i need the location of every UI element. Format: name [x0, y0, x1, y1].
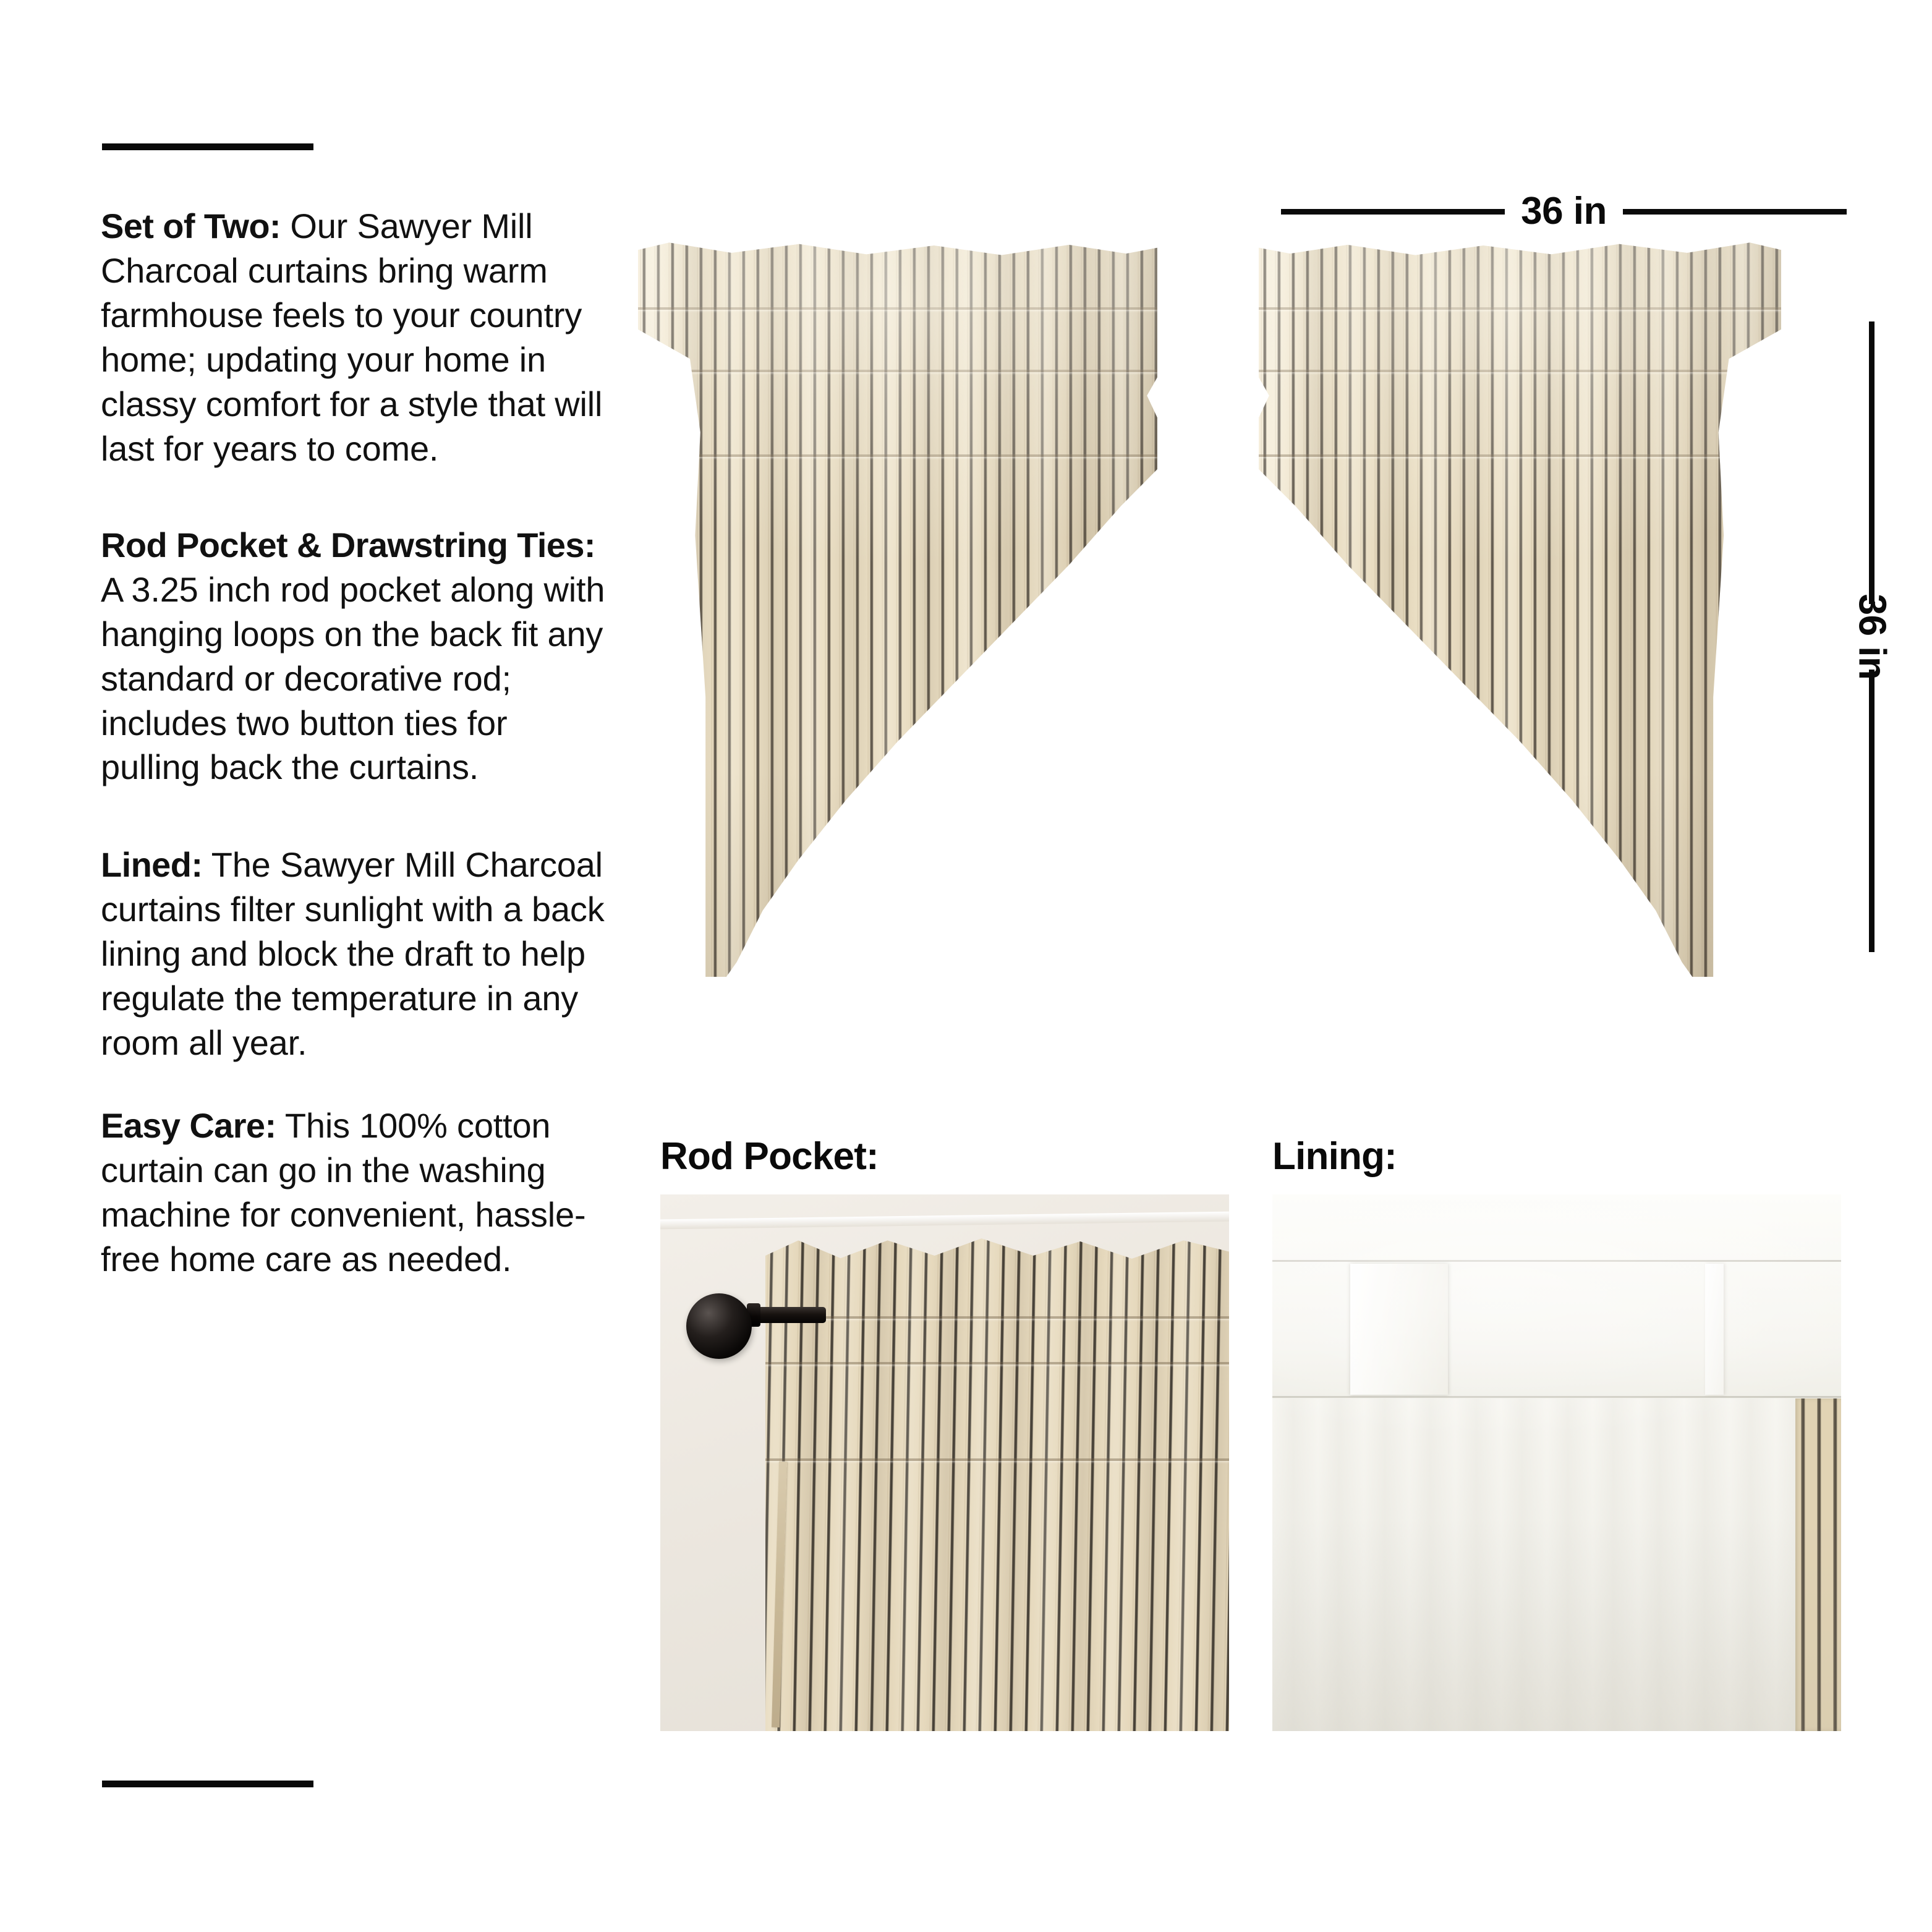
curtain-panel-right — [1259, 241, 1781, 977]
feature-rod-pocket-heading: Rod Pocket & Drawstring Ties: — [101, 525, 595, 564]
ticking-stripe-edge — [1795, 1398, 1841, 1731]
detail-lining — [1272, 1135, 1841, 1731]
hanging-loop-icon — [1705, 1264, 1724, 1395]
feature-lined-heading: Lined: — [101, 845, 203, 885]
rod-pocket-stitch-line — [765, 1316, 1229, 1319]
height-dimension-annotation — [1845, 321, 1897, 952]
fabric-gather-shading — [638, 241, 1157, 977]
feature-easy-care-heading: Easy Care: — [101, 1106, 276, 1146]
header-seam — [1259, 454, 1781, 457]
bottom-divider-rule — [102, 1781, 313, 1787]
rod-pocket-seam — [638, 307, 1157, 310]
rod-pocket-seam — [638, 370, 1157, 372]
feature-rod-pocket — [101, 523, 614, 790]
fabric-fold-shading — [638, 241, 1157, 977]
feature-rod-pocket-body: A 3.25 inch rod pocket along with hanging loops on the back fit any standard or decorative rod; includes two button ties for pulling back the curtains. — [101, 569, 605, 787]
fabric-fold-shading — [1259, 241, 1781, 977]
fabric-gather-shading — [765, 1230, 1229, 1731]
rod-pocket-photo — [660, 1194, 1229, 1731]
feature-set-of-two-heading: Set of Two: — [101, 206, 281, 245]
feature-text-column — [101, 204, 614, 1282]
feature-easy-care — [101, 1104, 614, 1282]
curtain-panel-left-fabric — [638, 241, 1157, 977]
rod-pocket-seam — [1259, 370, 1781, 372]
curtain-fabric-on-rod — [765, 1230, 1229, 1731]
feature-set-of-two — [101, 204, 614, 471]
width-dimension-annotation — [1281, 185, 1847, 237]
header-stitch-line — [765, 1458, 1229, 1461]
dimension-line-bottom — [1869, 670, 1875, 952]
lining-photo — [1272, 1194, 1841, 1731]
rod-pocket-label: Rod Pocket: — [660, 1135, 879, 1178]
lining-stitch-line — [1272, 1396, 1841, 1398]
header-seam — [638, 454, 1157, 457]
feature-set-of-two-body: Our Sawyer Mill Charcoal curtains bring warm farmhouse feels to your country home; updating your home in classy comfort for a style that will last for years to come. — [101, 206, 603, 468]
rod-finial-icon — [686, 1293, 752, 1359]
dimension-line-right — [1623, 209, 1847, 215]
top-divider-rule — [102, 143, 313, 150]
hanging-loop-icon — [1350, 1264, 1448, 1395]
feature-easy-care-body: This 100% cotton curtain can go in the washing machine for convenient, hassle-free home care as needed. — [101, 1106, 586, 1279]
lining-fabric-body — [1272, 1398, 1841, 1731]
spacer-2 — [101, 789, 614, 843]
lining-label: Lining: — [1272, 1135, 1397, 1178]
feature-lined — [101, 843, 614, 1065]
rod-pocket-seam — [1259, 307, 1781, 310]
fabric-gather-shading — [1259, 241, 1781, 977]
height-dimension-label: 36 in — [1850, 594, 1894, 680]
spacer-3 — [101, 1065, 614, 1104]
lining-stitch-line — [1272, 1260, 1841, 1262]
curtain-panel-right-fabric — [1259, 241, 1781, 977]
dimension-line-left — [1281, 209, 1505, 215]
curtain-panel-left — [638, 241, 1157, 977]
rod-pocket-stitch-line — [765, 1362, 1229, 1364]
curtain-rod-icon — [752, 1307, 826, 1323]
ceiling-trim — [660, 1212, 1229, 1230]
feature-lined-body: The Sawyer Mill Charcoal curtains filter sunlight with a back lining and block the draft to help regulate the temperature in any room all year. — [101, 845, 605, 1063]
detail-rod-pocket — [660, 1135, 1229, 1731]
spacer-1 — [101, 471, 614, 523]
width-dimension-label: 36 in — [1521, 190, 1607, 232]
dimension-line-top — [1869, 321, 1875, 604]
